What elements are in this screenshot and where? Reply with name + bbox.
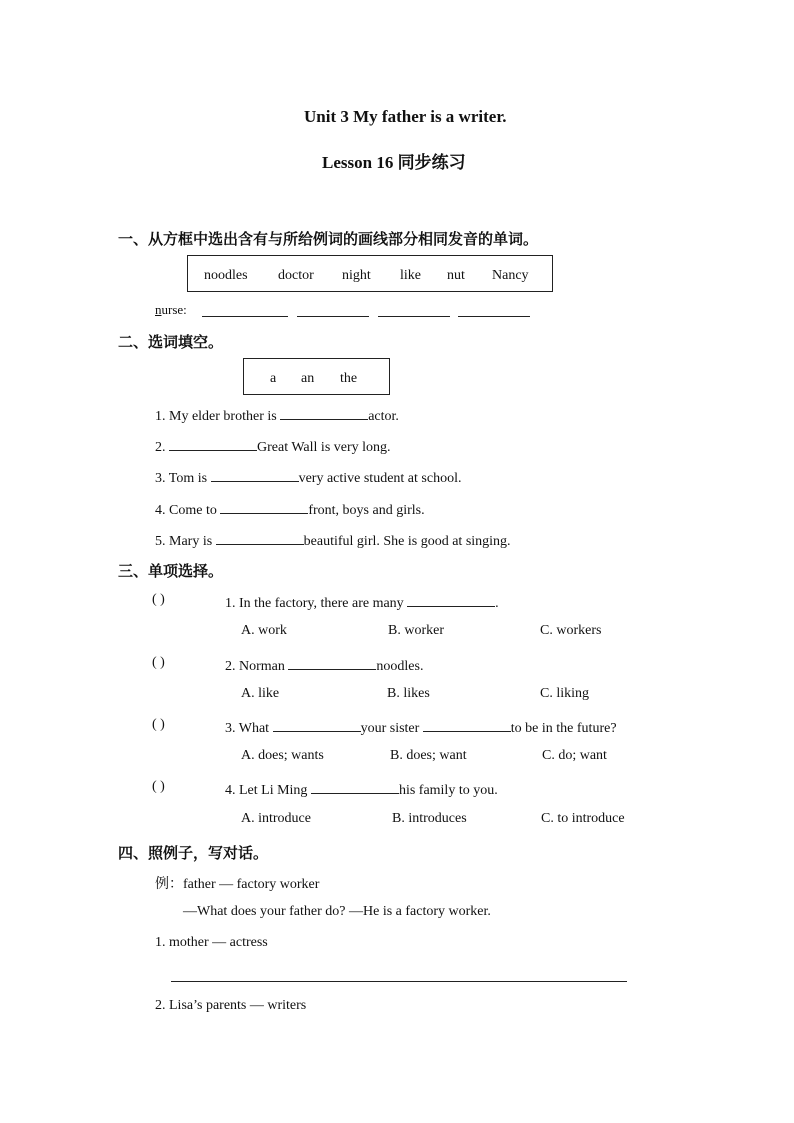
option-b: B. likes [387, 686, 430, 701]
answer-blank[interactable] [216, 530, 304, 545]
answer-paren[interactable]: ( ) [152, 779, 165, 794]
answer-blank[interactable] [297, 316, 369, 317]
option-c: C. to introduce [541, 811, 625, 826]
question-text: noodles. [376, 659, 424, 674]
question-text: 1. In the factory, there are many [225, 596, 404, 611]
option-c: C. liking [540, 686, 590, 701]
answer-blank[interactable] [220, 499, 308, 514]
fill-item-text: very active student at school. [298, 471, 462, 486]
fill-item-text: beautiful girl. She is good at singing. [303, 534, 511, 549]
fill-item-text: 2. [155, 440, 166, 455]
word-box-item: night [342, 268, 371, 283]
answer-paren[interactable]: ( ) [152, 717, 165, 732]
word-box-item: Nancy [492, 268, 529, 283]
answer-blank[interactable] [458, 316, 530, 317]
answer-paren[interactable]: ( ) [152, 655, 165, 670]
fill-item-text: Great Wall is very long. [257, 440, 391, 455]
fill-item-4 [155, 499, 425, 519]
question-1 [225, 592, 499, 612]
question-4 [225, 779, 498, 799]
fill-item-5 [155, 530, 511, 550]
fill-item-text: 1. My elder brother is [155, 409, 277, 424]
word-box-item: doctor [278, 268, 314, 283]
word-box-item: an [301, 371, 315, 386]
dialog-item-1: 1. mother — actress [155, 935, 268, 950]
fill-item-text: actor. [368, 409, 399, 424]
question-text: 2. Norman [225, 659, 285, 674]
answer-blank[interactable] [280, 405, 368, 420]
section1-heading: 一、从方框中选出含有与所给例词的画线部分相同发音的单词。 [118, 232, 539, 248]
answer-paren[interactable]: ( ) [152, 592, 165, 607]
answer-blank[interactable] [378, 316, 450, 317]
section3-heading: 三、单项选择。 [118, 564, 224, 580]
question-2 [225, 655, 423, 675]
word-box-item: noodles [204, 268, 248, 283]
option-b: B. introduces [392, 811, 467, 826]
page-subtitle: Lesson 16 同步练习 [322, 153, 466, 172]
example-word-rest: urse: [161, 302, 187, 317]
option-b: B. worker [388, 623, 444, 638]
fill-item-3 [155, 467, 461, 487]
fill-item-text: front, boys and girls. [308, 503, 425, 518]
word-box-item: nut [447, 268, 465, 283]
option-b: B. does; want [390, 748, 467, 763]
example-dialog: —What does your father do? —He is a factory worker. [183, 904, 491, 919]
question-text: your sister [360, 721, 420, 736]
option-a: A. does; wants [241, 748, 324, 763]
section1-word-box [187, 255, 553, 292]
word-box-item: the [340, 371, 358, 386]
question-text: 4. Let Li Ming [225, 783, 308, 798]
answer-blank[interactable] [169, 436, 257, 451]
example-text: father — factory worker [183, 877, 320, 892]
fill-item-text: 5. Mary is [155, 534, 213, 549]
word-box-item: a [270, 371, 277, 386]
page-title: Unit 3 My father is a writer. [304, 107, 507, 126]
question-text: . [495, 596, 499, 611]
example-line [155, 873, 319, 893]
example-word-nurse [155, 302, 187, 318]
underlined-letter: n [155, 302, 162, 317]
option-a: A. introduce [241, 811, 311, 826]
dialog-item-2: 2. Lisa’s parents — writers [155, 998, 307, 1013]
section2-word-box [243, 358, 390, 395]
answer-line[interactable] [171, 981, 627, 982]
option-c: C. do; want [542, 748, 607, 763]
question-text: his family to you. [398, 783, 498, 798]
option-a: A. work [241, 623, 287, 638]
answer-blank[interactable] [273, 717, 361, 732]
option-c: C. workers [540, 623, 602, 638]
question-text: 3. What [225, 721, 270, 736]
fill-item-text: 4. Come to [155, 503, 217, 518]
question-3 [225, 717, 617, 737]
fill-item-1 [155, 405, 399, 425]
answer-blank[interactable] [407, 592, 495, 607]
answer-blank[interactable] [288, 655, 376, 670]
section4-heading: 四、照例子，写对话。 [118, 846, 269, 862]
answer-blank[interactable] [423, 717, 511, 732]
word-box-item: like [400, 268, 421, 283]
fill-item-2 [155, 436, 391, 456]
example-label: 例： [155, 877, 183, 892]
fill-item-text: 3. Tom is [155, 471, 208, 486]
section2-heading: 二、选词填空。 [118, 335, 224, 351]
answer-blank[interactable] [202, 316, 288, 317]
answer-blank[interactable] [311, 779, 399, 794]
option-a: A. like [241, 686, 280, 701]
question-text: to be in the future? [510, 721, 617, 736]
answer-blank[interactable] [211, 467, 299, 482]
